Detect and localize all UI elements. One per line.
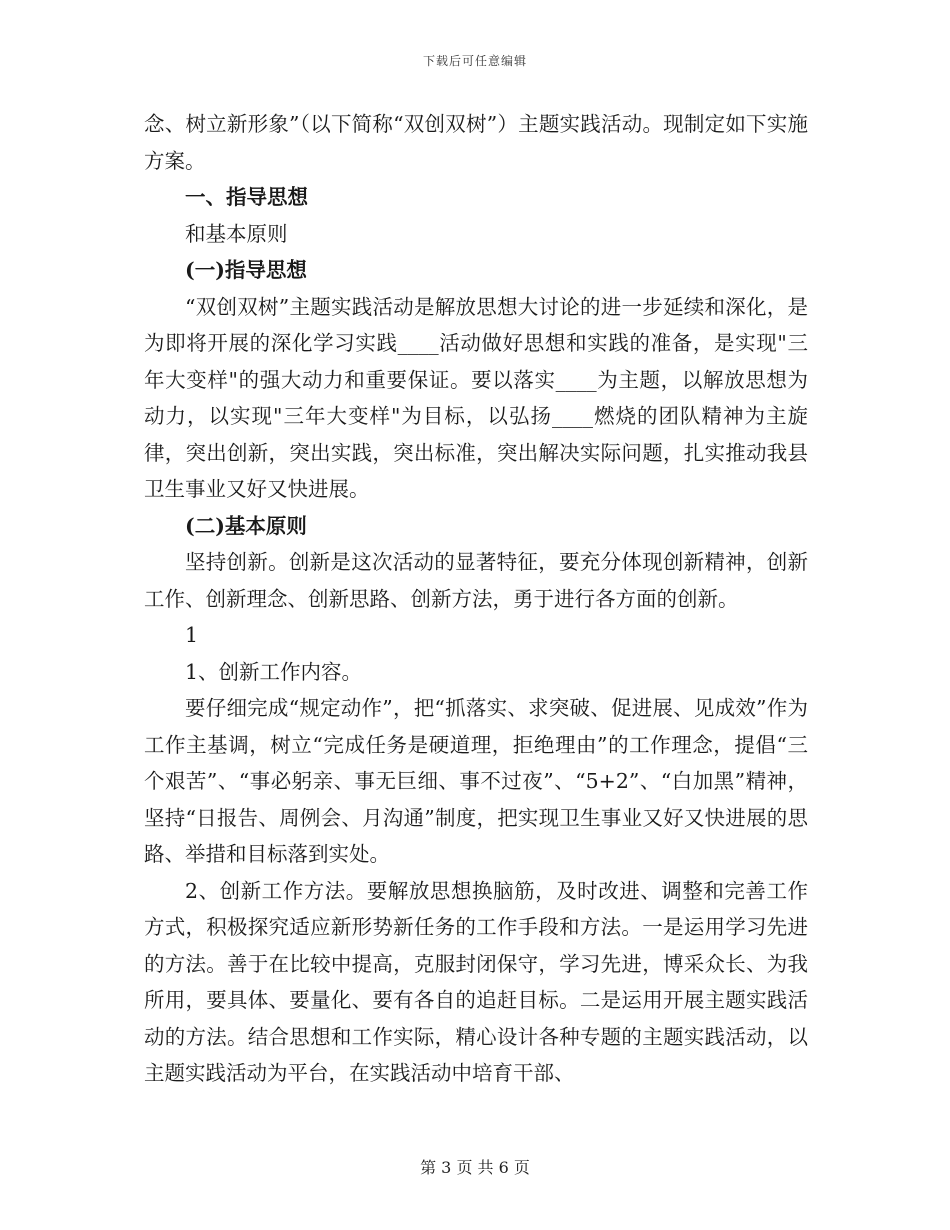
paragraph-number-marker: 1 (185, 623, 199, 647)
paragraph-intro: 念、树立新形象”（以下简称“双创双树”）主题实践活动。现制定如下实施方案。 (144, 112, 808, 173)
section-heading-guiding-thought: 一、指导思想 (185, 185, 308, 209)
paragraph-basic-principles-label: 和基本原则 (185, 221, 288, 246)
paragraph-innovation: 坚持创新。创新是这次活动的显著特征，要充分体现创新精神，创新工作、创新理念、创新思路、创新方法，勇于进行各方面的创新。 (144, 550, 808, 611)
page-footer: 第 3 页 共 6 页 (420, 1158, 530, 1177)
paragraph-innovate-content: 1、创新工作内容。 (185, 659, 363, 684)
subsection-heading-guiding-thought: (一)指导思想 (185, 258, 307, 282)
subsection-heading-basic-principles: (二)基本原则 (185, 513, 307, 538)
paragraph-requirements: 要仔细完成“规定动作”，把“抓落实、求突破、促进展、见成效”作为工作主基调，树立“完成任务是硬道理，拒绝理由”的工作理念，提倡“三个艰苦”、“事必躬亲、事无巨细、事不过夜”、“5+2”、“白加黑”精神，坚持“日报告、周例会、月沟通”制度，把实现卫生事业又好又快进展的思路、举措和目标落到实处。 (144, 696, 808, 866)
paragraph-guiding-thought: “双创双树”主题实践活动是解放思想大讨论的进一步延续和深化，是为即将开展的深化学习实践____活动做好思想和实践的准备，是实现"三年大变样"的强大动力和重要保证。要以落实____为主题，以解放思想为动力，以实现"三年大变样"为目标，以弘扬____燃烧的团队精神为主旋律，突出创新，突出实践，突出标准，突出解决实际问题，扎实推动我县卫生事业又好又快进展。 (144, 294, 808, 501)
document-body (144, 106, 808, 1092)
page-header: 下载后可任意编辑 (422, 54, 527, 68)
paragraph-innovate-methods: 2、创新工作方法。要解放思想换脑筋，及时改进、调整和完善工作方式，积极探究适应新形势新任务的工作手段和方法。一是运用学习先进的方法。善于在比较中提高，克服封闭保守，学习先进，博采众长、为我所用，要具体、要量化、要有各自的追赶目标。二是运用开展主题实践活动的方法。结合思想和工作实际，精心设计各种专题的主题实践活动，以主题实践活动为平台，在实践活动中培育干部、 (144, 878, 808, 1085)
